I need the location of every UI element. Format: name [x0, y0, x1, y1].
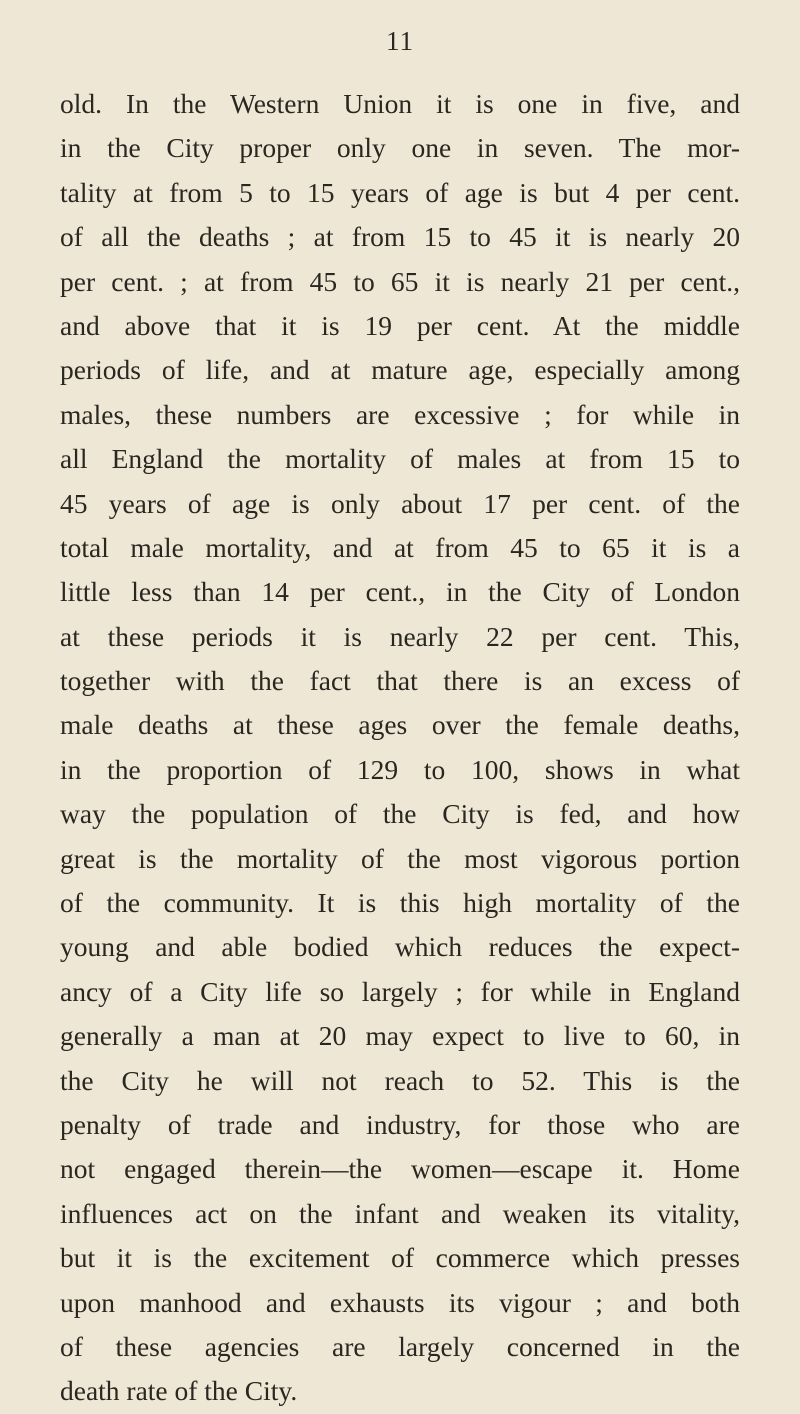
text-line: of all the deaths ; at from 15 to 45 it is nearly 20: [60, 221, 740, 253]
text-line: old. In the Western Union it is one in five, and: [60, 88, 740, 119]
text-line: not engaged therein—the women—escape it. Home: [60, 1153, 740, 1185]
text-line: death rate of the City.: [60, 1375, 298, 1407]
text-line: penalty of trade and industry, for those who are: [60, 1108, 740, 1140]
body-paragraph: [60, 82, 740, 1414]
text-line: total male mortality, and at from 45 to 65 it is a: [60, 531, 740, 563]
text-line: per cent. ; at from 45 to 65 it is nearly 21 per cent.,: [60, 265, 740, 297]
text-line: ancy of a City life so largely ; for while in England: [60, 975, 740, 1007]
text-line: at these periods it is nearly 22 per cent. This,: [60, 620, 740, 652]
text-line: but it is the excitement of commerce which presses: [60, 1242, 740, 1274]
text-line: males, these numbers are excessive ; for while in: [60, 398, 740, 430]
text-line: great is the mortality of the most vigorous portion: [60, 842, 740, 874]
text-line: and above that it is 19 per cent. At the middle: [60, 309, 740, 341]
text-line: in the City proper only one in seven. The mor-: [60, 132, 740, 164]
page-number: 11: [386, 26, 414, 56]
text-line: periods of life, and at mature age, especially among: [60, 354, 740, 386]
text-line: in the proportion of 129 to 100, shows in what: [60, 753, 740, 785]
text-line: of these agencies are largely concerned in the: [60, 1330, 740, 1362]
text-line: 45 years of age is only about 17 per cent. of the: [60, 487, 740, 519]
text-line: influences act on the infant and weaken its vitality,: [60, 1197, 740, 1229]
text-line: generally a man at 20 may expect to live to 60, in: [60, 1020, 740, 1052]
text-line: upon manhood and exhausts its vigour ; and both: [60, 1286, 740, 1318]
text-line: way the population of the City is fed, and how: [60, 798, 740, 830]
text-line: young and able bodied which reduces the expect-: [60, 931, 740, 963]
text-line: all England the mortality of males at from 15 to: [60, 443, 740, 475]
text-line: tality at from 5 to 15 years of age is but 4 per cent.: [60, 176, 740, 208]
text-line: male deaths at these ages over the female deaths,: [60, 709, 740, 741]
text-line: of the community. It is this high mortality of the: [60, 887, 740, 919]
text-line: together with the fact that there is an excess of: [60, 665, 740, 697]
text-line: little less than 14 per cent., in the City of London: [60, 576, 740, 608]
text-line: the City he will not reach to 52. This is the: [60, 1064, 740, 1096]
